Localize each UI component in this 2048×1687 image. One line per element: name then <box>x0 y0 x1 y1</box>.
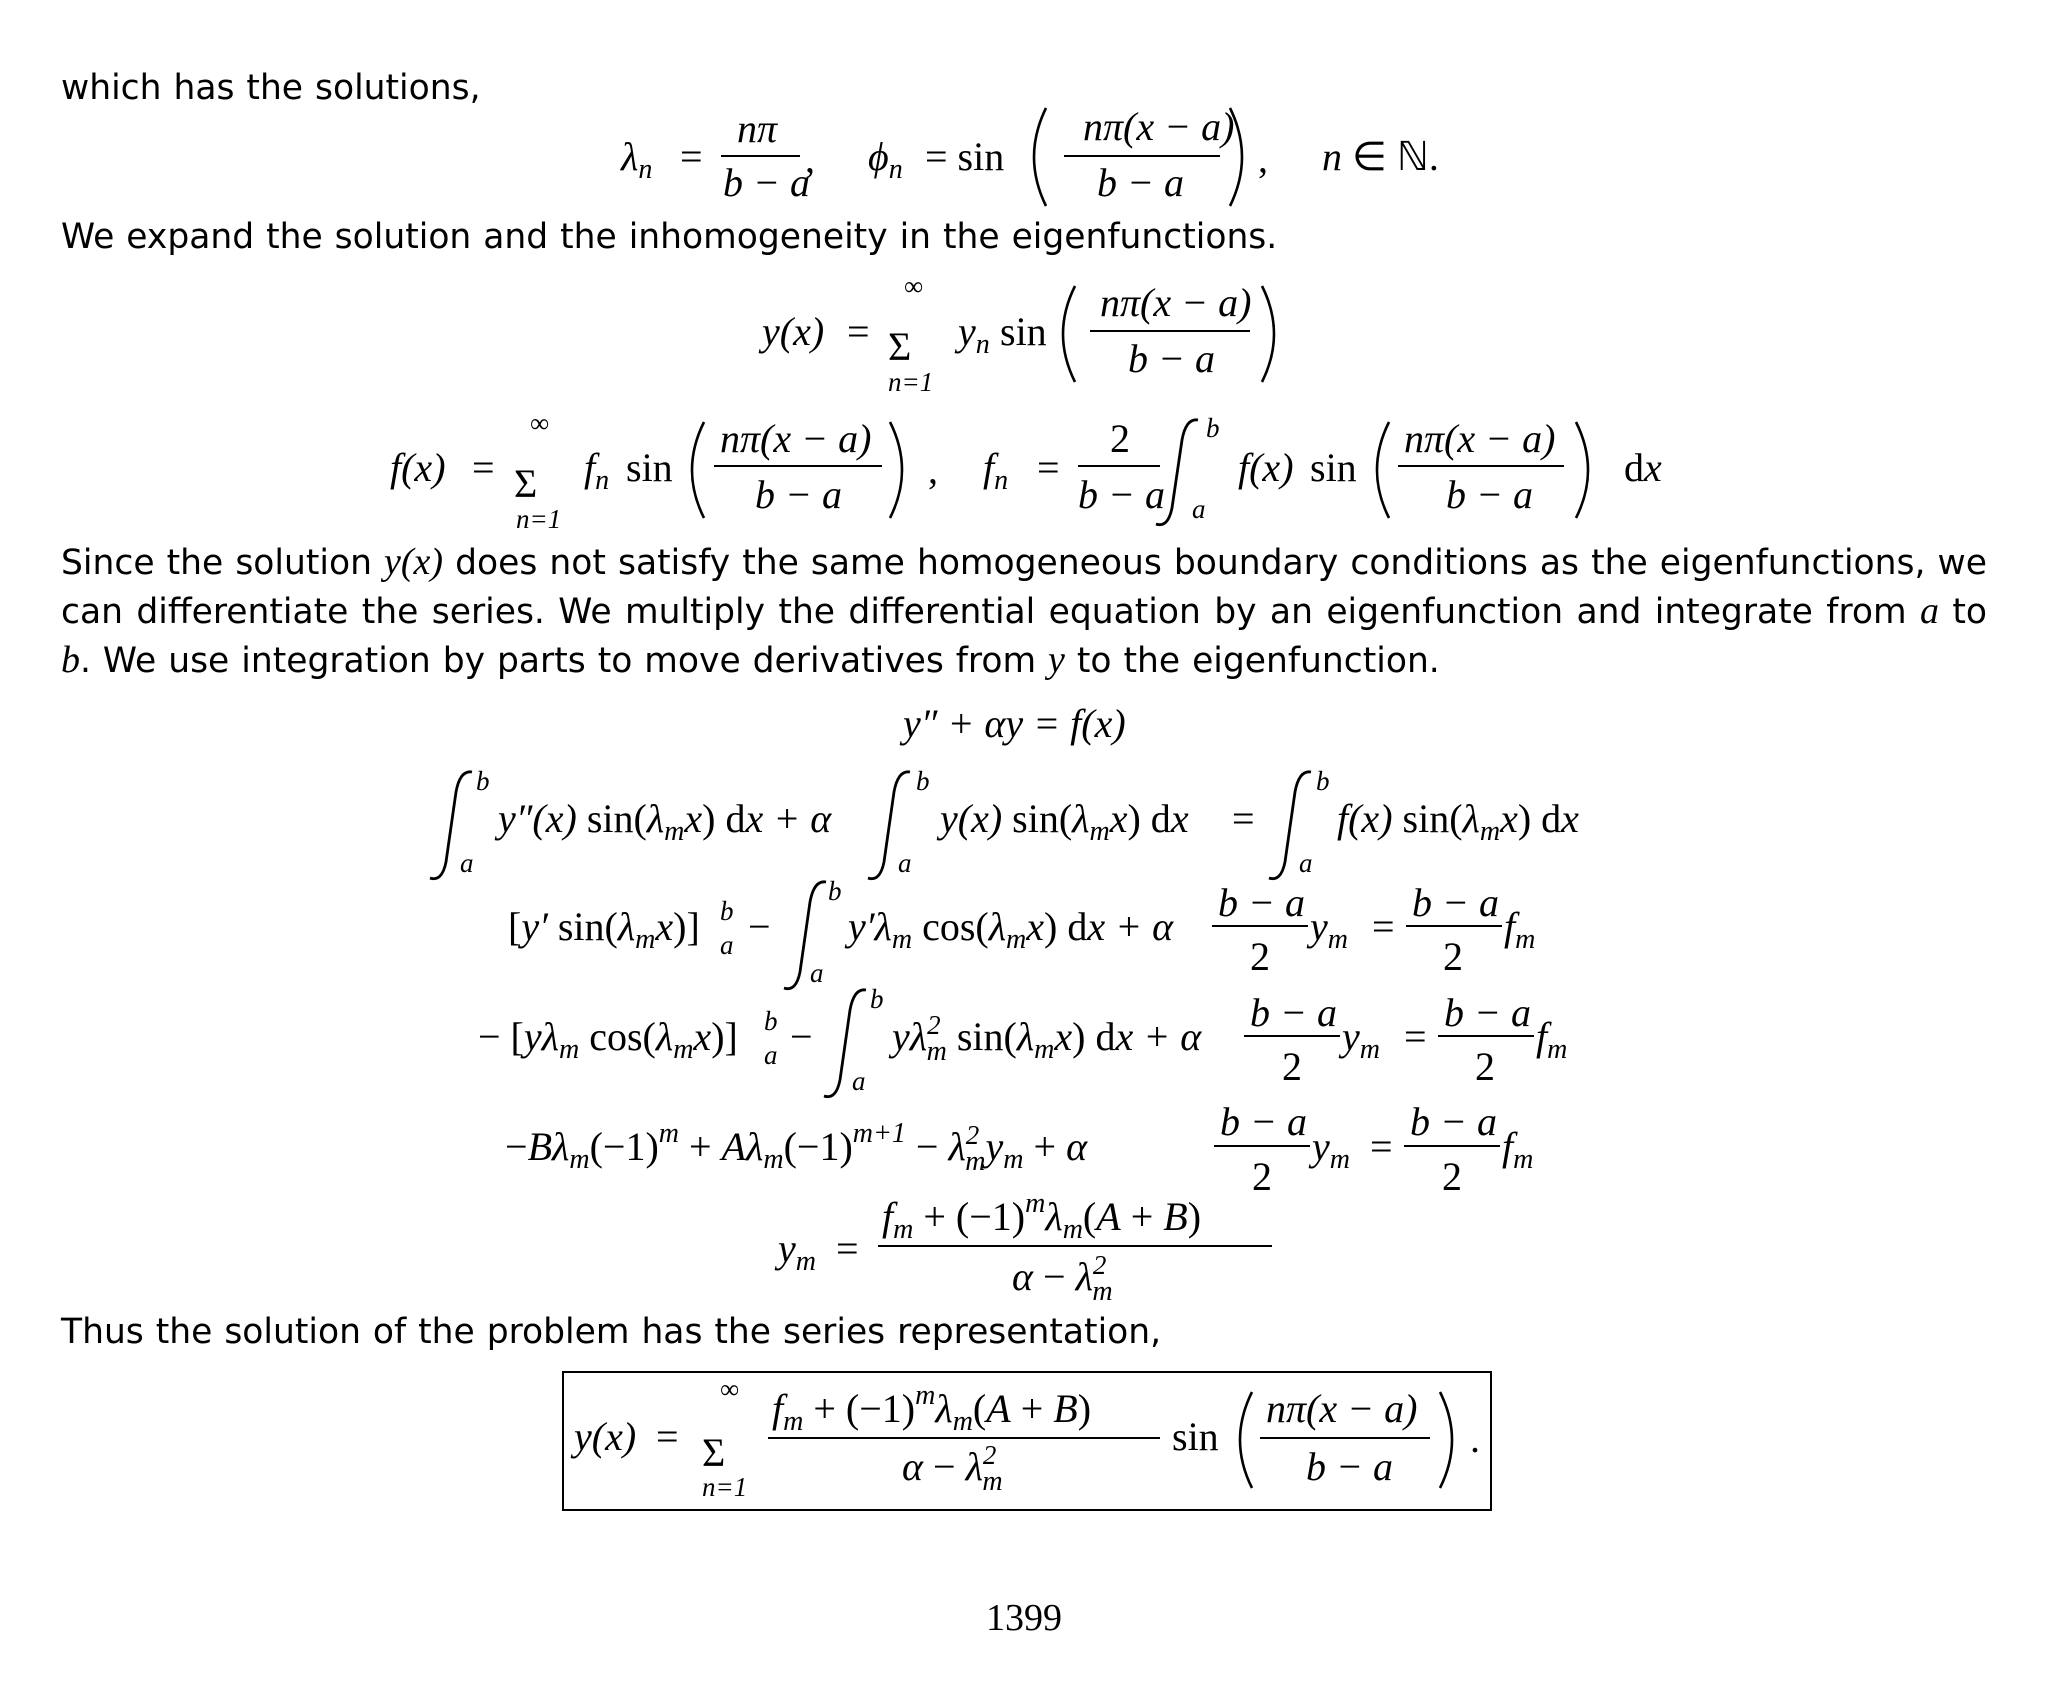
integrand: f(x) $\sin(\lambda_mx)$ dx <box>1337 796 1579 847</box>
fraction-denominator: b − a <box>723 160 810 205</box>
since-text-c: . We use integration by parts to move derivatives from <box>80 641 1037 681</box>
boundary-substitution-step <box>505 1099 1533 1199</box>
integral-lower: a <box>852 1066 866 1096</box>
integral-upper: b <box>476 766 490 796</box>
left-paren <box>1240 1392 1252 1488</box>
ym: $y_m$ <box>778 1226 816 1277</box>
since-text-d: to the eigenfunction. <box>1076 641 1440 681</box>
fn: $f_n$ <box>584 445 610 496</box>
comma: , <box>805 136 815 181</box>
integrand: y(x) $\sin(\lambda_mx)$ dx <box>940 796 1189 847</box>
equals-sign: = sin <box>925 134 1005 179</box>
fraction-denominator: b − a <box>1097 160 1184 205</box>
sin: sin <box>1310 445 1357 490</box>
yx: y(x) <box>762 309 825 354</box>
fraction-numerator: nπ(x − a) <box>720 416 872 461</box>
boundary-term: [y′ $\sin(\lambda_mx)$] <box>508 904 700 955</box>
fx: f(x) <box>1238 445 1294 490</box>
fraction-numerator: nπ(x − a) <box>1266 1386 1418 1431</box>
equals-sign: = <box>836 1226 859 1271</box>
intro-text: which has the solutions, <box>61 68 481 108</box>
equals-sign: = <box>1037 445 1060 490</box>
fraction-denominator: 2 <box>1442 1154 1462 1199</box>
fraction-numerator: nπ(x − a) <box>1100 280 1252 325</box>
equals-sign: = <box>1372 904 1395 949</box>
fraction-denominator: 2 <box>1282 1044 1302 1089</box>
equals-sign: = <box>1404 1014 1427 1059</box>
fraction-denominator: 2 <box>1443 934 1463 979</box>
expand-text: We expand the solution and the inhomogeneity in the eigenfunctions. <box>61 217 1278 257</box>
integral-upper: b <box>916 766 930 796</box>
fraction-denominator: b − a <box>755 472 842 517</box>
right-paren <box>890 422 902 518</box>
fraction-denominator: $\alpha - \lambda^2$ m <box>902 1440 1003 1497</box>
sum-lower: n=1 <box>516 504 562 534</box>
sum-upper: ∞ <box>904 271 924 301</box>
sum-lower: n=1 <box>702 1472 748 1502</box>
fn: $f_n$ <box>983 445 1009 496</box>
fraction-numerator: nπ(x − a) <box>1404 416 1556 461</box>
fraction-numerator: b − a <box>1250 990 1337 1035</box>
yn: $y_n$ <box>958 309 990 360</box>
integral-upper: b <box>1316 766 1330 796</box>
left-paren <box>692 422 704 518</box>
fx: f(x) <box>390 445 446 490</box>
fraction-denominator: $\alpha - \lambda^2$ m <box>1012 1250 1113 1307</box>
left-paren <box>1377 422 1389 518</box>
page-number: 1399 <box>986 1597 1062 1639</box>
period: . <box>1470 1416 1480 1461</box>
right-paren <box>1440 1392 1452 1488</box>
limit-lower: a <box>720 930 734 960</box>
fm: $f_m$ <box>1504 904 1536 955</box>
comma: , <box>1258 136 1268 181</box>
integral-lower: a <box>810 958 824 988</box>
fraction-numerator: $f_m + (-1)^m\lambda_m(A + B)$ <box>882 1188 1202 1245</box>
since-to-word: to <box>1952 592 1988 632</box>
sin: sin <box>1000 309 1047 354</box>
fraction-numerator: nπ(x − a) <box>1083 104 1235 149</box>
ym: $y_m$ <box>1342 1014 1380 1065</box>
fraction-numerator: $f_m + (-1)^m\lambda_m(A + B)$ <box>772 1380 1092 1437</box>
integral-upper: b <box>828 876 842 906</box>
fraction-numerator: nπ <box>737 106 778 151</box>
equals-sign: = <box>680 134 703 179</box>
fraction-denominator: 2 <box>1252 1154 1272 1199</box>
limit-upper: b <box>720 896 734 926</box>
sum-symbol: Σ <box>888 324 912 369</box>
right-paren <box>1576 422 1588 518</box>
coefficient-solution <box>774 1188 1272 1307</box>
fraction-denominator: b − a <box>1446 472 1533 517</box>
ym: $y_m$ <box>1310 904 1348 955</box>
since-text-b: does not satisfy the same homogeneous boundary conditions as the eigenfunctions, we can differentiate the series. We multiply the differential equation by an eigenfunction and integrate from <box>61 543 1987 632</box>
lambda-n: $\lambda_n$ <box>621 134 653 185</box>
limit-upper: b <box>764 1006 778 1036</box>
differential-equation <box>899 701 1126 746</box>
fraction-denominator: 2 <box>1250 934 1270 979</box>
minus: − <box>790 1014 813 1059</box>
minus: − <box>748 904 771 949</box>
integration-by-parts-step-2 <box>478 984 1567 1097</box>
fraction-numerator: b − a <box>1218 880 1305 925</box>
boundary-term: − [$y\lambda_m$ $\cos(\lambda_mx)$] <box>478 1014 738 1065</box>
since-var-yx: y(x) <box>384 541 444 583</box>
right-paren <box>1262 286 1274 382</box>
sum-upper: ∞ <box>720 1374 740 1404</box>
eigenvalue-equation <box>620 104 1439 206</box>
since-text-a: Since the solution <box>61 543 372 583</box>
limit-lower: a <box>764 1040 778 1070</box>
fraction-denominator: b − a <box>1128 336 1215 381</box>
inhomogeneity-series-equation <box>390 408 1662 534</box>
integrated-equation <box>430 766 1579 879</box>
n-in-naturals: n ∈ ℕ. <box>1322 134 1439 179</box>
integrand: $y\lambda^2$ m $\sin(\lambda_mx)$ dx + α <box>892 1010 1202 1067</box>
integral-lower: a <box>460 848 474 878</box>
sum-upper: ∞ <box>530 408 550 438</box>
sum-symbol: Σ <box>514 461 538 506</box>
fraction-numerator: b − a <box>1410 1099 1497 1144</box>
integration-by-parts-step-1 <box>508 876 1535 989</box>
boxed-final-solution <box>563 1372 1491 1510</box>
fraction-denominator: 2 <box>1475 1044 1495 1089</box>
fraction-numerator: 2 <box>1110 416 1130 461</box>
integral-lower: a <box>898 848 912 878</box>
fraction-numerator: b − a <box>1412 880 1499 925</box>
fm: $f_m$ <box>1502 1124 1534 1175</box>
equals-sign: = <box>656 1414 679 1459</box>
yx: y(x) <box>574 1414 637 1459</box>
left-paren <box>1063 286 1075 382</box>
integrand: y″(x) $\sin(\lambda_mx)$ dx + α <box>498 796 832 847</box>
integral-lower: a <box>1299 848 1313 878</box>
equals-sign: = <box>847 309 870 354</box>
integral-upper: b <box>1206 413 1220 443</box>
since-var-y: y <box>1048 639 1065 681</box>
comma: , <box>928 447 938 492</box>
sum-symbol: Σ <box>702 1430 726 1475</box>
left-paren <box>1034 108 1046 206</box>
sin: sin <box>626 445 673 490</box>
since-var-b: b <box>61 639 80 681</box>
fraction-denominator: b − a <box>1078 472 1165 517</box>
fraction-denominator: b − a <box>1306 1444 1393 1489</box>
phi-n: $\phi_n$ <box>868 134 903 185</box>
integral-upper: b <box>870 984 884 1014</box>
integrand: $y'\lambda_m$ $\cos(\lambda_mx)$ dx + α <box>848 904 1174 955</box>
equals-sign: = <box>1370 1124 1393 1169</box>
solution-series-equation <box>758 271 1274 397</box>
sum-lower: n=1 <box>888 367 934 397</box>
integral-lower: a <box>1192 494 1206 524</box>
fm: $f_m$ <box>1536 1014 1568 1065</box>
equals-sign: = <box>1232 796 1255 841</box>
ym: $y_m$ <box>1312 1124 1350 1175</box>
dx: dx <box>1624 445 1662 490</box>
ode: y″ + αy = f(x) <box>903 701 1126 746</box>
fraction-numerator: b − a <box>1444 990 1531 1035</box>
lhs-expression: $-B\lambda_m(-1)^m + A\lambda_m(-1)^{m+1} - \lambda^2$ $my_m + \alpha$ <box>505 1118 1088 1177</box>
fraction-numerator: b − a <box>1220 1099 1307 1144</box>
equals-sign: = <box>472 445 495 490</box>
since-var-a: a <box>1919 590 1939 632</box>
sin: sin <box>1172 1414 1219 1459</box>
thus-text: Thus the solution of the problem has the series representation, <box>61 1312 1162 1352</box>
